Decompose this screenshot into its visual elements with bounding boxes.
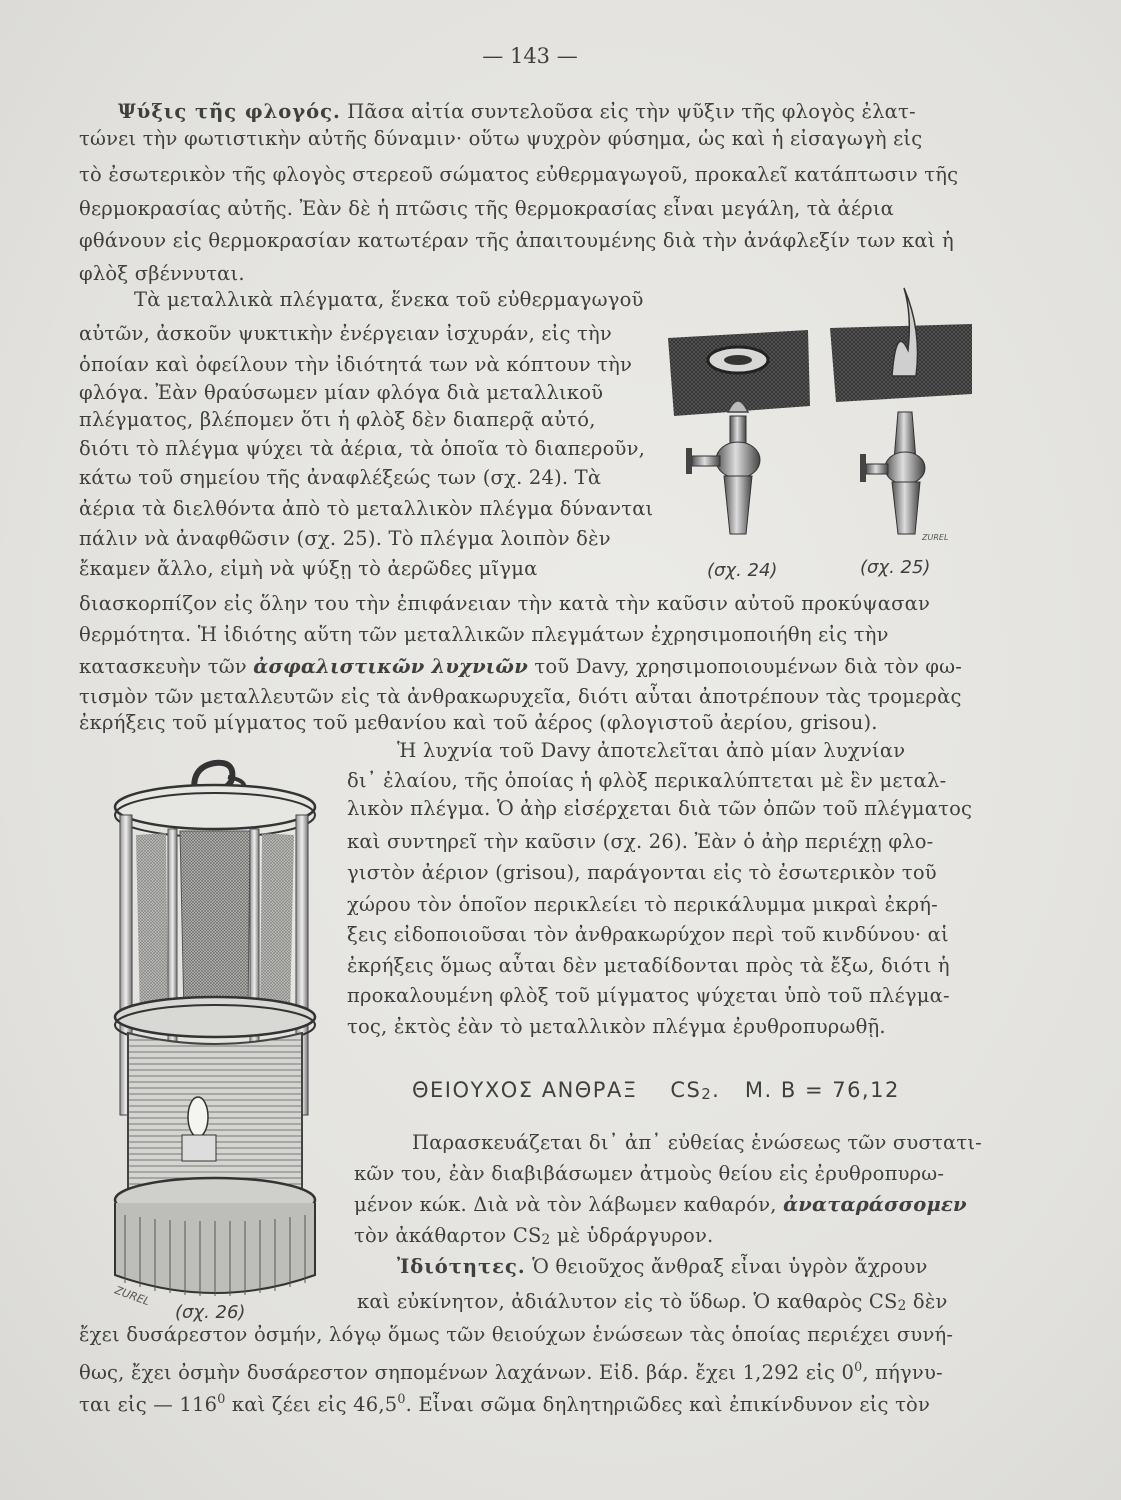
text-span: . Εἶναι σῶμα δηλητηριῶδες καὶ ἐπικίνδυνον εἰς τὸν bbox=[405, 1393, 931, 1416]
text-line: Ἡ λυχνία τοῦ Davy ἀποτελεῖται ἀπὸ μίαν λυχνίαν bbox=[397, 739, 906, 762]
text-line bbox=[118, 100, 982, 124]
text-line: προκαλουμένη φλὸξ τοῦ μίγματος ψύχεται ὑπὸ τοῦ πλέγμα- bbox=[347, 984, 950, 1007]
text-line: Παρασκευάζεται δι᾽ ἀπ᾽ εὐθείας ἑνώσεως τῶν συστατι- bbox=[412, 1131, 982, 1154]
section-heading bbox=[412, 1078, 900, 1103]
formula-subscript: 2 bbox=[701, 1086, 713, 1103]
superscript: 0 bbox=[217, 1391, 226, 1406]
text-line: κῶν του, ἐὰν διαβιβάσωμεν ἀτμοὺς θείου εἰς ἐρυθροπυρω- bbox=[354, 1162, 945, 1185]
text-line: φλὸξ σβέννυται. bbox=[79, 262, 245, 285]
text-span: καὶ ζέει εἰς 46,5 bbox=[231, 1393, 398, 1416]
text-line bbox=[79, 1355, 943, 1385]
text-line: ξεις εἰδοποιοῦσαι τὸν ἀνθρακωρύχον περὶ τοῦ κινδύνου· αἱ bbox=[347, 923, 949, 946]
text-span: καὶ εὐκίνητον, ἀδιάλυτον εἰς τὸ ὕδωρ. Ὁ καθαρὸς CS bbox=[357, 1290, 898, 1313]
text-line: τὸ ἐσωτερικὸν τῆς φλογὸς στερεοῦ σώματος εὐθερμαγωγοῦ, προκαλεῖ κατάπτωσιν τῆς bbox=[79, 163, 959, 186]
text-span: τὸν ἀκάθαρτον CS bbox=[354, 1224, 542, 1247]
text-line: ἐκρήξεις ὅμως αὗται δὲν μεταδίδονται πρὸς τὰ ἔξω, διότι ἡ bbox=[347, 954, 950, 977]
text-line: γιστὸν ἀέριον (grisou), παράγονται εἰς τὸ ἐσωτερικὸν τοῦ bbox=[347, 861, 937, 884]
text-line: τος, ἐκτὸς ἐὰν τὸ μεταλλικὸν πλέγμα ἐρυθροπυρωθῇ. bbox=[347, 1015, 886, 1038]
text-line: τώνει τὴν φωτιστικὴν αὐτῆς δύναμιν· οὕτω ψυχρὸν φύσημα, ὡς καὶ ἡ εἰσαγωγὴ εἰς bbox=[79, 127, 923, 150]
text-span: τοῦ Davy, χρησιμοποιουμένων διὰ τὸν φω- bbox=[534, 655, 963, 678]
text-line: χώρου τὸν ὁποῖον περικλείει τὸ περικάλυμμα μικραὶ ἐκρή- bbox=[347, 893, 938, 916]
text-line: φθάνουν εἰς θερμοκρασίαν κατωτέραν τῆς ἀπαιτουμένης διὰ τὴν ἀνάφλεξίν των καὶ ἡ bbox=[79, 229, 954, 252]
text-line: αὐτῶν, ἀσκοῦν ψυκτικὴν ἐνέργειαν ἰσχυράν, εἰς τὴν bbox=[79, 322, 612, 345]
burner-25 bbox=[892, 482, 920, 534]
compound-name: ΘΕΙΟΥΧΟΣ ΑΝΘΡΑΞ bbox=[412, 1078, 638, 1102]
text-line: ἔκαμεν ἄλλο, εἰμὴ νὰ ψύξῃ τὸ ἀερῶδες μῖγμα bbox=[79, 557, 538, 580]
figure-24-25-flame-gauze bbox=[660, 284, 980, 574]
text-line: λικὸν πλέγμα. Ὁ ἀὴρ εἰσέρχεται διὰ τῶν ὀπῶν τοῦ πλέγματος bbox=[347, 797, 973, 820]
molecular-weight: Μ. Β = 76,12 bbox=[744, 1078, 900, 1102]
text-span: Ὁ θειοῦχος ἄνθραξ εἶναι ὑγρὸν ἄχρουν bbox=[532, 1255, 928, 1278]
text-line bbox=[354, 1193, 967, 1217]
text-line: κάτω τοῦ σημείου τῆς ἀναφλέξεώς των (σχ. 24). Τὰ bbox=[79, 466, 602, 489]
lamp-flame bbox=[188, 1097, 208, 1137]
text-line bbox=[79, 655, 962, 679]
text-line: διότι τὸ πλέγμα ψύχει τὰ ἀέρια, τὰ ὁποῖα τὸ διαπεροῦν, bbox=[79, 437, 646, 460]
term-agitate: ἀναταράσσομεν bbox=[783, 1193, 967, 1216]
paragraph-lead: Ἰδιότητες. bbox=[397, 1255, 526, 1278]
text-span: μένον κώκ. Διὰ νὰ τὸν λάβωμεν καθαρόν, bbox=[354, 1193, 777, 1216]
caption-fig-24: (σχ. 24) bbox=[707, 560, 778, 581]
text-line bbox=[354, 1224, 713, 1252]
term-safety-lamps: ἀσφαλιστικῶν λυχνιῶν bbox=[253, 655, 528, 678]
text-line: φλόγα. Ἐὰν θραύσωμεν μίαν φλόγα διὰ μεταλλικοῦ bbox=[79, 381, 604, 404]
compound-formula: $CS_2$. bbox=[670, 1078, 721, 1103]
text-line: διασκορπίζον εἰς ὅλην του τὴν ἐπιφάνειαν τὴν κατὰ τὴν καῦσιν αὐτοῦ προκύψασαν bbox=[79, 592, 931, 615]
text-line: τισμὸν τῶν μεταλλευτῶν εἰς τὰ ἀνθρακωρυχεῖα, διότι αὗται ἀποτρέπουν τὰς τρομερὰς bbox=[79, 685, 962, 708]
text-span: μὲ ὑδράργυρον. bbox=[556, 1224, 714, 1247]
text-line: ἐκρήξεις τοῦ μίγματος τοῦ μεθανίου καὶ τοῦ ἀέρος (φλογιστοῦ ἀερίου, grisou). bbox=[79, 711, 878, 734]
text-line: θερμοκρασίας αὐτῆς. Ἐὰν δὲ ἡ πτῶσις τῆς θερμοκρασίας εἶναι μεγάλη, τὰ ἀέρια bbox=[79, 197, 895, 220]
text-line: πάλιν νὰ ἀναφθῶσιν (σχ. 25). Τὸ πλέγμα λοιπὸν δὲν bbox=[79, 527, 611, 550]
text-span: , πήγνυ- bbox=[862, 1361, 943, 1384]
text-line: καὶ συντηρεῖ τὴν καῦσιν (σχ. 26). Ἐὰν ὁ ἀὴρ περιέχῃ φλο- bbox=[347, 830, 934, 853]
burner-24 bbox=[724, 476, 752, 534]
text-line: ὁποίαν καὶ ὀφείλουν τὴν ἰδιότητά των νὰ κόπτουν τὴν bbox=[79, 353, 633, 376]
engraver-signature: ZUREL bbox=[922, 533, 949, 542]
text-line: ἔχει δυσάρεστον ὀσμήν, λόγῳ ὅμως τῶν θειούχων ἑνώσεων τὰς ὁποίας περιέχει συνή- bbox=[79, 1323, 954, 1346]
text-span: κατασκευὴν τῶν bbox=[79, 655, 247, 678]
text-line: πλέγματος, βλέπομεν ὅτι ἡ φλὸξ δὲν διαπερᾷ αὐτό, bbox=[79, 408, 596, 431]
text-line: θερμότητα. Ἡ ἰδιότης αὕτη τῶν μεταλλικῶν πλεγμάτων ἐχρησιμοποιήθη εἰς τὴν bbox=[79, 623, 889, 646]
text-line: δι᾽ ἐλαίου, τῆς ὁποίας ἡ φλὸξ περικαλύπτεται μὲ ἓν μεταλ- bbox=[347, 769, 947, 792]
text-line bbox=[79, 1387, 930, 1417]
text-span: ται εἰς — 116 bbox=[79, 1393, 218, 1416]
page-number: — 143 — bbox=[482, 44, 578, 68]
figure-26-davy-lamp bbox=[100, 755, 340, 1315]
lamp-top-cap bbox=[115, 785, 315, 829]
text-line: Τὰ μεταλλικὰ πλέγματα, ἕνεκα τοῦ εὐθερμαγωγοῦ bbox=[134, 288, 644, 311]
text-line: ἀέρια τὰ διελθόντα ἀπὸ τὸ μεταλλικὸν πλέγμα δύνανται bbox=[79, 497, 654, 520]
text-span: δὲν bbox=[912, 1290, 948, 1313]
text-line bbox=[357, 1290, 948, 1318]
text-span: θως, ἔχει ὀσμὴν δυσάρεστον σηπομένων λαχάνων. Εἰδ. βάρ. ἔχει 1,292 εἰς 0 bbox=[79, 1361, 855, 1384]
paragraph-lead: Ψύξις τῆς φλογός. bbox=[118, 100, 341, 123]
caption-fig-26: (σχ. 26) bbox=[175, 1302, 246, 1323]
lamp-gauze bbox=[180, 831, 250, 1015]
superscript: 0 bbox=[854, 1359, 863, 1374]
caption-fig-25: (σχ. 25) bbox=[860, 557, 931, 578]
text-line bbox=[397, 1255, 928, 1279]
engraver-signature: ZUREL bbox=[112, 1283, 152, 1309]
subscript: 2 bbox=[897, 1298, 907, 1314]
text-span: Πᾶσα αἰτία συντελοῦσα εἰς τὴν ψῦξιν τῆς φλογὸς ἐλατ- bbox=[347, 100, 916, 123]
subscript: 2 bbox=[541, 1232, 551, 1248]
superscript: 0 bbox=[397, 1391, 406, 1406]
formula-text: CS bbox=[670, 1078, 702, 1102]
